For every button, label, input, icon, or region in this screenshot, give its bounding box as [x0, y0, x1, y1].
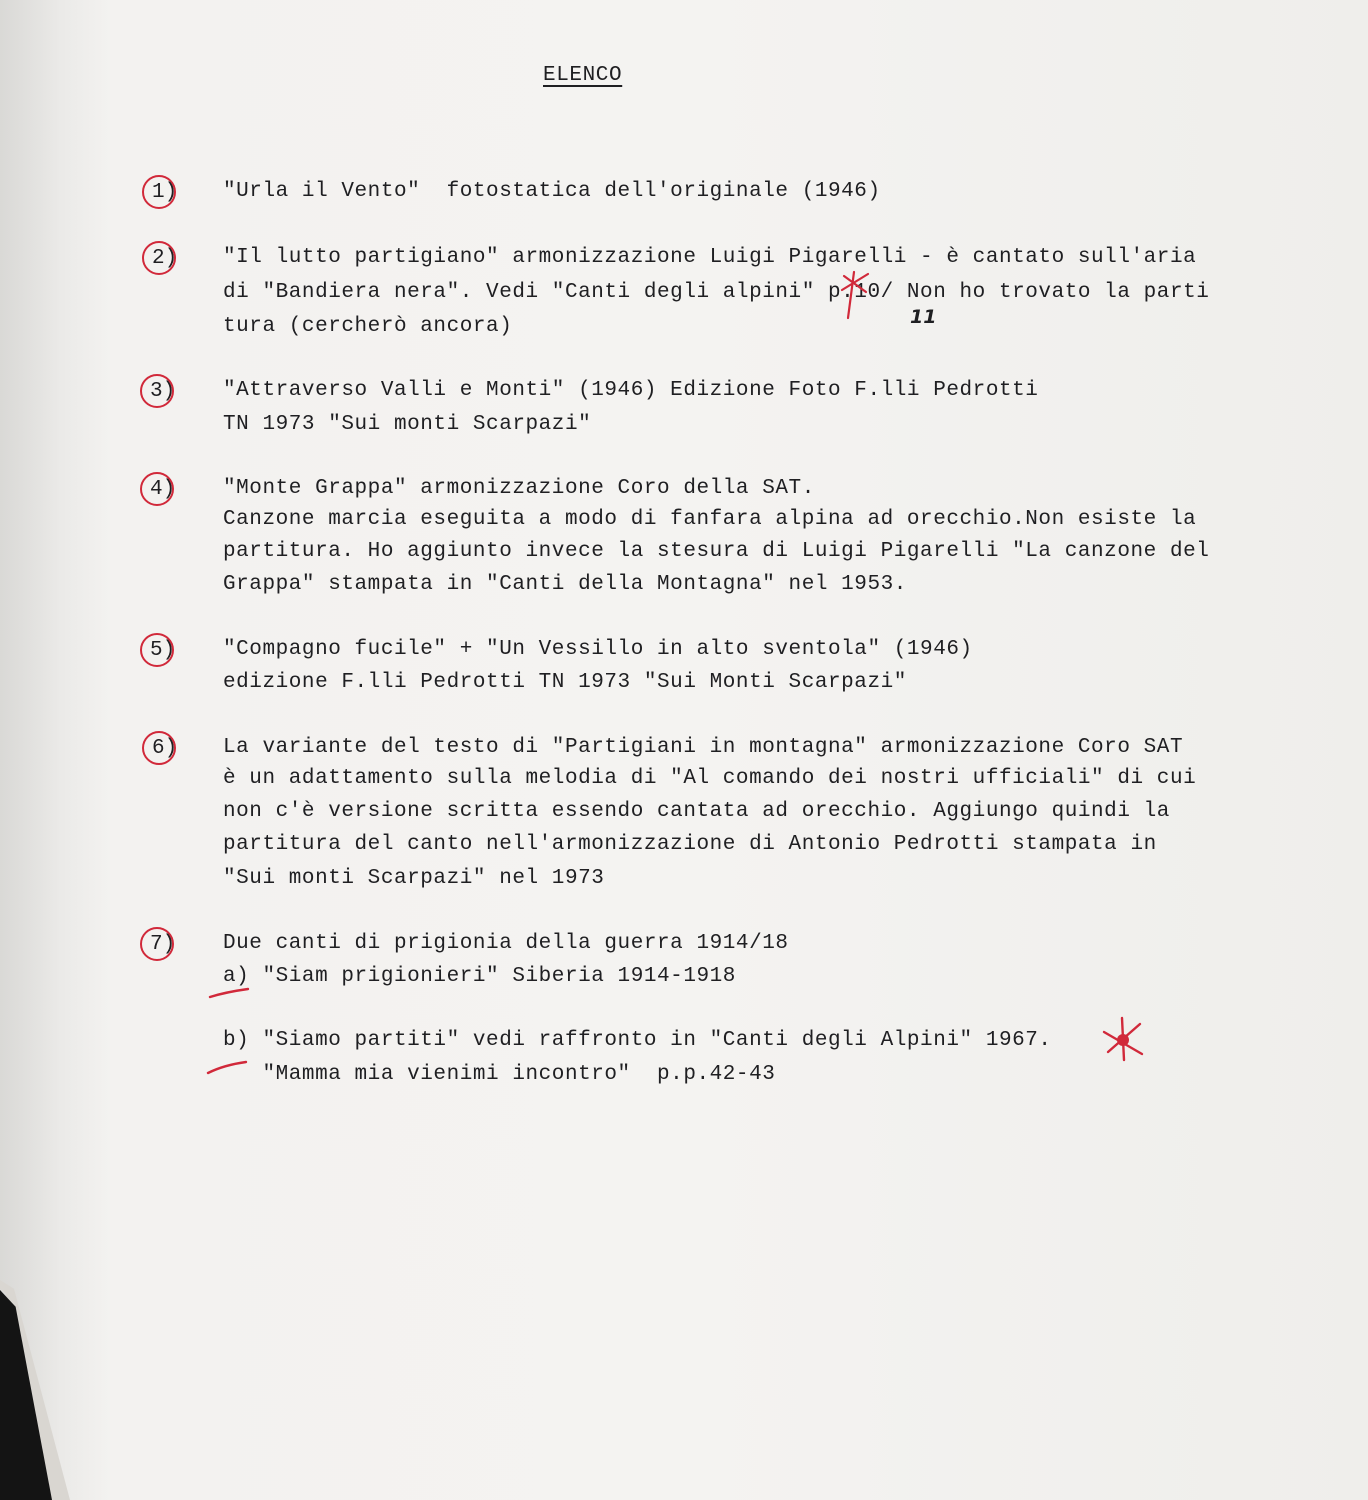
- item-4-line-1: "Monte Grappa" armonizzazione Coro della SAT.: [223, 477, 815, 500]
- item-2-line-2: di "Bandiera nera". Vedi "Canti degli alpini" p.10/ Non ho trovato la parti: [223, 281, 1210, 304]
- item-6-line-5: "Sui monti Scarpazi" nel 1973: [223, 867, 605, 890]
- item-number: 2): [152, 247, 178, 270]
- item-4-line-2: Canzone marcia eseguita a modo di fanfara alpina ad orecchio.Non esiste la: [223, 508, 1197, 531]
- item-4-line-3: partitura. Ho aggiunto invece la stesura di Luigi Pigarelli "La canzone del: [223, 540, 1210, 563]
- item-7-line-1: Due canti di prigionia della guerra 1914/18: [223, 932, 789, 955]
- subitem-b-line-1: b) "Siamo partiti" vedi raffronto in "Canti degli Alpini" 1967.: [223, 1029, 1052, 1052]
- item-number: 3): [150, 380, 176, 403]
- page-title: ELENCO: [543, 64, 623, 87]
- item-4-line-4: Grappa" stampata in "Canti della Montagna" nel 1953.: [223, 573, 907, 596]
- item-number: 7): [150, 933, 176, 956]
- item-5-line-2: edizione F.lli Pedrotti TN 1973 "Sui Monti Scarpazi": [223, 671, 907, 694]
- item-1-line-1: "Urla il Vento" fotostatica dell'originale (1946): [223, 180, 881, 203]
- item-6-line-4: partitura del canto nell'armonizzazione di Antonio Pedrotti stampata in: [223, 833, 1157, 856]
- item-5-line-1: "Compagno fucile" + "Un Vessillo in alto sventola" (1946): [223, 638, 973, 661]
- red-asterisk-mark: [836, 268, 876, 324]
- subitem-b-line-2: "Mamma mia vienimi incontro" p.p.42-43: [223, 1063, 776, 1086]
- item-number: 1): [152, 181, 178, 204]
- scan-shadow: [0, 0, 110, 1500]
- item-2-line-1: "Il lutto partigiano" armonizzazione Luigi Pigarelli - è cantato sull'aria: [223, 246, 1197, 269]
- item-6-line-1: La variante del testo di "Partigiani in montagna" armonizzazione Coro SAT: [223, 736, 1184, 759]
- item-2-line-3: tura (cercherò ancora): [223, 315, 513, 338]
- red-asterisk-mark: [1100, 1014, 1146, 1064]
- item-6-line-2: è un adattamento sulla melodia di "Al comando dei nostri ufficiali" di cui: [223, 767, 1197, 790]
- item-number: 4): [150, 478, 176, 501]
- handwritten-page-number: 11: [910, 306, 937, 328]
- item-6-line-3: non c'è versione scritta essendo cantata ad orecchio. Aggiungo quindi la: [223, 800, 1170, 823]
- item-number: 5): [150, 639, 176, 662]
- item-3-line-1: "Attraverso Valli e Monti" (1946) Edizione Foto F.lli Pedrotti: [223, 379, 1039, 402]
- item-3-line-2: TN 1973 "Sui monti Scarpazi": [223, 413, 592, 436]
- red-underline-mark: [208, 986, 252, 1000]
- item-number: 6): [152, 737, 178, 760]
- red-underline-mark: [206, 1058, 250, 1076]
- item-7-line-2: a) "Siam prigionieri" Siberia 1914-1918: [223, 965, 736, 988]
